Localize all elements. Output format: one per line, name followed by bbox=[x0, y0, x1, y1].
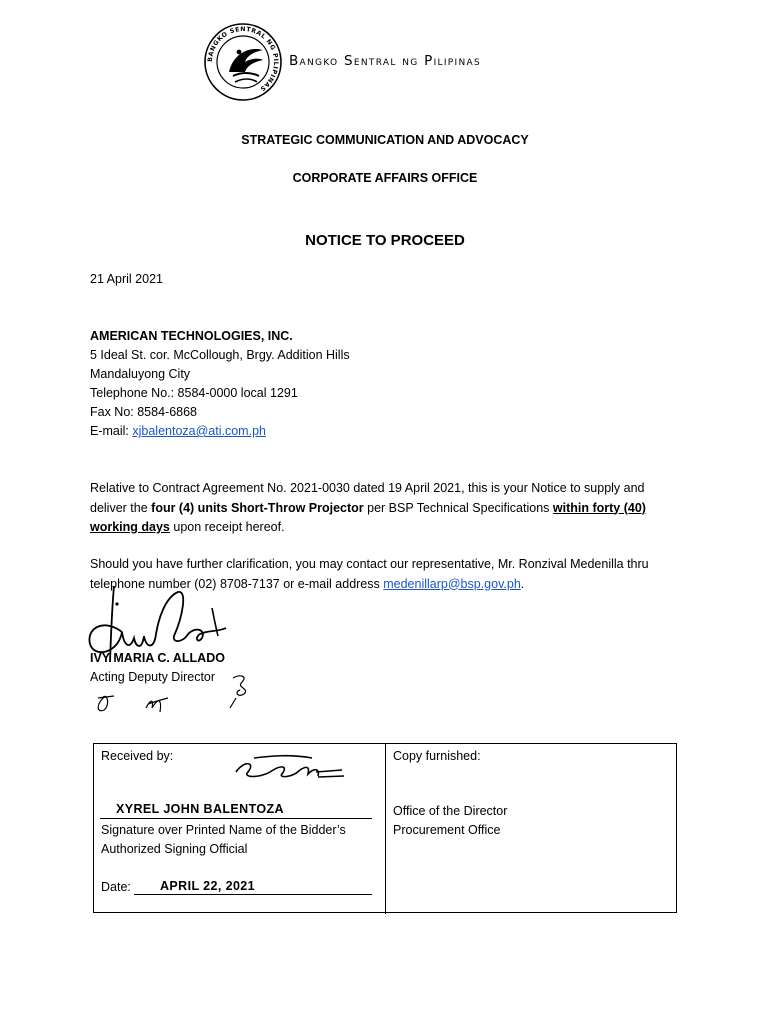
date-line bbox=[134, 894, 372, 895]
addressee-address-line1: 5 Ideal St. cor. McCollough, Brgy. Addition Hills bbox=[90, 348, 350, 362]
p1-text-c: upon receipt hereof. bbox=[169, 520, 285, 534]
organization-name: Bangko Sentral ng Pilipinas bbox=[289, 53, 481, 69]
email-label: E-mail: bbox=[90, 424, 133, 438]
receiver-name: XYREL JOHN BALENTOZA bbox=[116, 802, 284, 816]
table-divider bbox=[385, 744, 386, 914]
office-heading: CORPORATE AFFAIRS OFFICE bbox=[292, 171, 478, 185]
receiver-signature bbox=[230, 748, 350, 788]
signatory-position: Acting Deputy Director bbox=[90, 670, 216, 684]
addressee-email-link[interactable]: xjbalentoza@ati.com.ph bbox=[132, 424, 266, 438]
page-title: NOTICE TO PROCEED bbox=[305, 232, 465, 249]
department-heading: STRATEGIC COMMUNICATION AND ADVOCACY bbox=[241, 133, 529, 147]
receipt-date-value: APRIL 22, 2021 bbox=[160, 879, 256, 893]
p1-item-bold: four (4) units Short-Throw Projector bbox=[151, 500, 364, 515]
receiver-name-line bbox=[100, 818, 372, 819]
date-label: Date: bbox=[101, 880, 131, 894]
addressee-email-line bbox=[90, 422, 266, 441]
signature-caption-1: Signature over Printed Name of the Bidder’s bbox=[101, 823, 346, 837]
copy-furnished-1: Office of the Director bbox=[393, 804, 508, 818]
bsp-seal-logo bbox=[203, 22, 283, 102]
addressee-telephone: Telephone No.: 8584-0000 local 1291 bbox=[90, 386, 298, 400]
p1-text-a: Relative to Contract Agreement No. 2021-0030 dated 19 April 2021, this is your Notice to supply and deliver the bbox=[90, 481, 645, 515]
representative-email-link[interactable]: medenillarp@bsp.gov.ph bbox=[383, 576, 521, 591]
addressee-address-line2: Mandaluyong City bbox=[90, 367, 191, 381]
signatory-name: IVY MARIA C. ALLADO bbox=[90, 651, 225, 665]
copy-furnished-label: Copy furnished: bbox=[393, 749, 481, 763]
p1-deadline: within forty (40) working days bbox=[90, 500, 646, 534]
notice-date: 21 April 2021 bbox=[90, 272, 163, 286]
p2-text-a: Should you have further clarification, you may contact our representative, Mr. Ronzival Medenilla thru telephone number (02) 8708-7137 or e-mail address bbox=[90, 557, 649, 591]
p1-text-b: per BSP Technical Specifications bbox=[363, 500, 553, 515]
svg-text:BANGKO SENTRAL NG PILIPINAS: BANGKO SENTRAL NG PILIPINAS bbox=[206, 25, 280, 93]
receipt-table bbox=[93, 743, 677, 913]
p2-text-b: . bbox=[520, 576, 525, 591]
addressee-fax: Fax No: 8584-6868 bbox=[90, 405, 198, 419]
received-by-label: Received by: bbox=[101, 749, 174, 763]
copy-furnished-2: Procurement Office bbox=[393, 823, 501, 837]
body-paragraph-1 bbox=[90, 479, 682, 538]
addressee-company: AMERICAN TECHNOLOGIES, INC. bbox=[90, 329, 293, 343]
signature-caption-2: Authorized Signing Official bbox=[101, 842, 248, 856]
initials-marks bbox=[88, 668, 268, 720]
